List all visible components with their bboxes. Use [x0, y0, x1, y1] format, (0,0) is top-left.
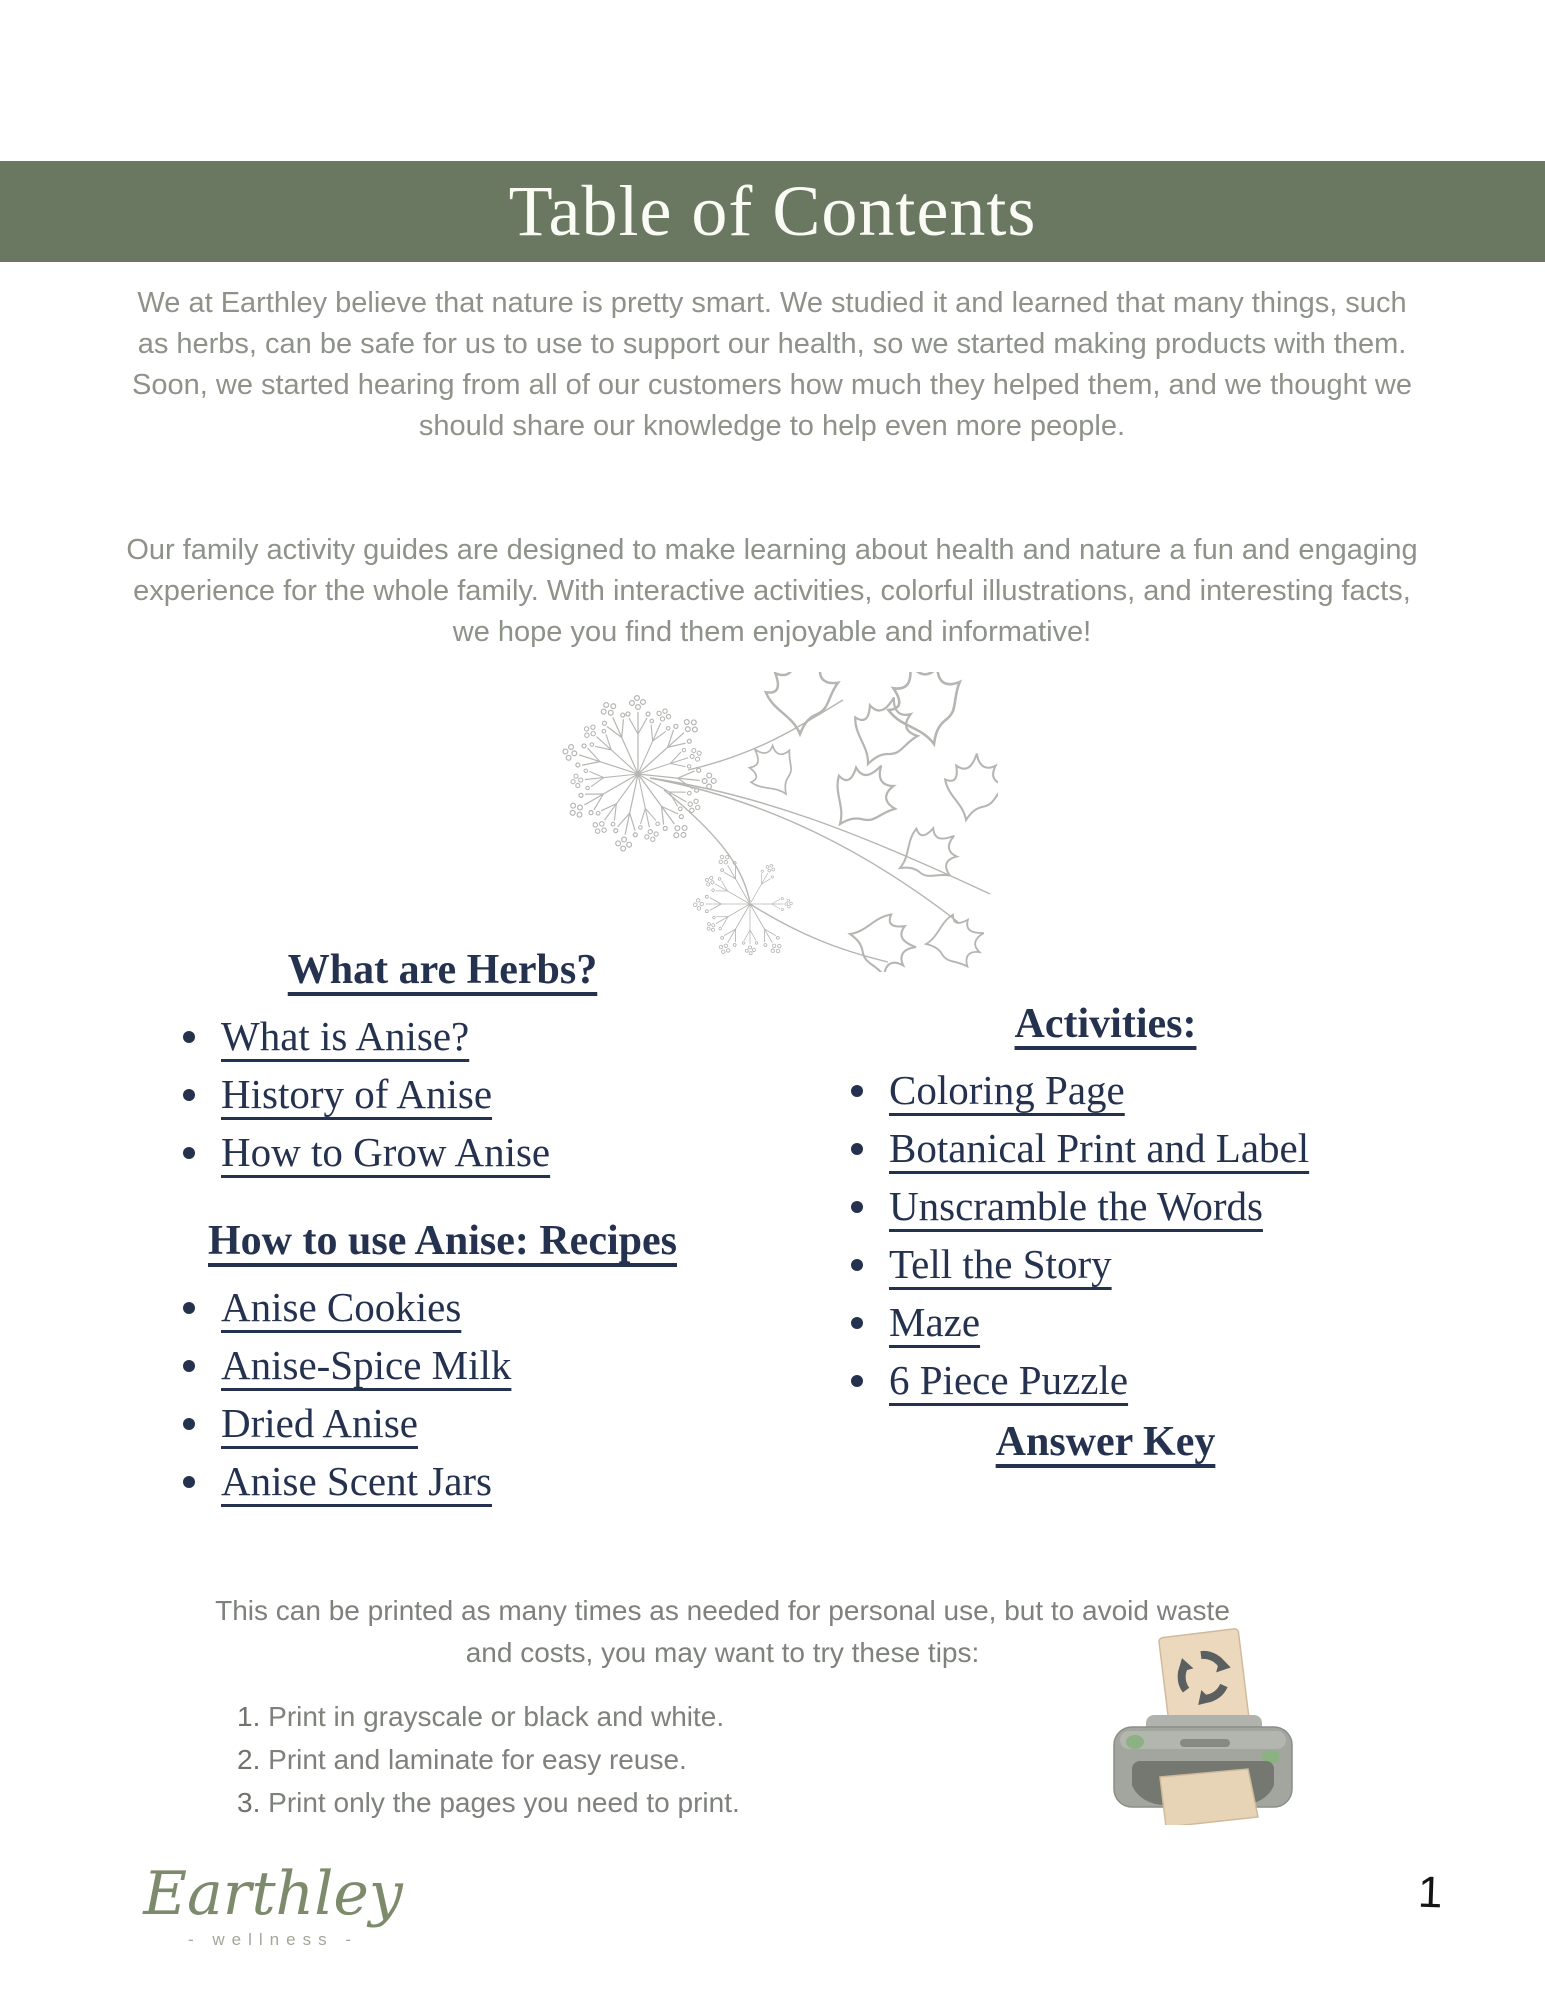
toc-link-item	[150, 1071, 735, 1117]
toc-link-dried-anise[interactable]: Dried Anise	[221, 1400, 418, 1446]
print-tip-3: Print only the pages you need to print.	[268, 1787, 740, 1818]
toc-column-left	[150, 946, 735, 1519]
earthley-logo	[118, 1859, 428, 1950]
toc-link-anise-spice-milk[interactable]: Anise-Spice Milk	[221, 1342, 512, 1388]
toc-link-item	[818, 1241, 1393, 1287]
print-tips-list	[237, 1695, 740, 1824]
page-number: 1	[1417, 1867, 1444, 1918]
toc-link-item	[150, 1013, 735, 1059]
toc-link-anise-cookies[interactable]: Anise Cookies	[221, 1284, 462, 1330]
print-tip-2: Print and laminate for easy reuse.	[268, 1744, 687, 1775]
bullet-dot-icon	[183, 1360, 195, 1372]
bullet-dot-icon	[851, 1375, 863, 1387]
toc-link-item	[818, 1183, 1393, 1229]
bullet-dot-icon	[851, 1317, 863, 1329]
title-banner	[0, 161, 1545, 262]
toc-link-anise-scent-jars[interactable]: Anise Scent Jars	[221, 1458, 493, 1504]
toc-link-item	[150, 1342, 735, 1388]
toc-link-6-piece-puzzle[interactable]: 6 Piece Puzzle	[889, 1357, 1129, 1403]
toc-link-how-to-grow-anise[interactable]: How to Grow Anise	[221, 1129, 551, 1175]
bullet-dot-icon	[183, 1476, 195, 1488]
toc-heading-what-are-herbs[interactable]: What are Herbs?	[287, 947, 598, 993]
toc-link-item	[818, 1357, 1393, 1403]
toc-link-item	[818, 1299, 1393, 1345]
toc-link-unscramble-words[interactable]: Unscramble the Words	[889, 1183, 1263, 1229]
toc-list-herbs	[150, 1013, 735, 1175]
toc-link-history-of-anise[interactable]: History of Anise	[221, 1071, 493, 1117]
bullet-dot-icon	[183, 1302, 195, 1314]
toc-link-item	[818, 1067, 1393, 1113]
bullet-dot-icon	[851, 1143, 863, 1155]
toc-link-item	[818, 1125, 1393, 1171]
toc-link-botanical-print[interactable]: Botanical Print and Label	[889, 1125, 1310, 1171]
bullet-dot-icon	[851, 1201, 863, 1213]
bullet-dot-icon	[851, 1259, 863, 1271]
bullet-dot-icon	[183, 1147, 195, 1159]
page-title: Table of Contents	[508, 171, 1037, 251]
anise-botanical-illustration-icon	[538, 672, 998, 972]
toc-link-item	[150, 1129, 735, 1175]
print-tip-1: Print in grayscale or black and white.	[268, 1701, 725, 1732]
toc-link-item	[150, 1458, 735, 1504]
toc-link-item	[150, 1400, 735, 1446]
toc-column-right	[818, 1000, 1393, 1466]
earthley-logo-tagline: - wellness -	[188, 1930, 358, 1949]
toc-heading-activities[interactable]: Activities:	[1014, 1001, 1197, 1047]
toc-link-maze[interactable]: Maze	[889, 1299, 981, 1345]
toc-list-recipes	[150, 1284, 735, 1504]
intro-paragraph-1: We at Earthley believe that nature is pretty smart. We studied it and learned that many things, such as herbs, can be safe for us to use to support our health, so we started making products with them. Soon, we started hearing from all of our customers how much they helped them, and we thought we should share our knowledge to help even more people.	[132, 287, 1412, 442]
bullet-dot-icon	[183, 1418, 195, 1430]
toc-link-what-is-anise[interactable]: What is Anise?	[221, 1013, 470, 1059]
printer-icon	[1108, 1625, 1298, 1825]
earthley-logo-wordmark: Earthley	[143, 1859, 403, 1929]
toc-link-coloring-page[interactable]: Coloring Page	[889, 1067, 1125, 1113]
bullet-dot-icon	[183, 1031, 195, 1043]
toc-link-tell-the-story[interactable]: Tell the Story	[889, 1241, 1112, 1287]
toc-heading-recipes[interactable]: How to use Anise: Recipes	[208, 1218, 677, 1264]
toc-heading-answer-key[interactable]: Answer Key	[995, 1419, 1216, 1465]
toc-list-activities	[818, 1067, 1393, 1403]
toc-link-item	[150, 1284, 735, 1330]
intro-paragraph-2: Our family activity guides are designed to make learning about health and nature a fun and engaging experience for the whole family. With interactive activities, colorful illustrations, and interesting facts, we hope you find them enjoyable and informative!	[126, 534, 1418, 648]
bullet-dot-icon	[851, 1085, 863, 1097]
print-tips-intro: This can be printed as many times as needed for personal use, but to avoid waste and costs, you may want to try these tips:	[215, 1595, 1230, 1668]
bullet-dot-icon	[183, 1089, 195, 1101]
